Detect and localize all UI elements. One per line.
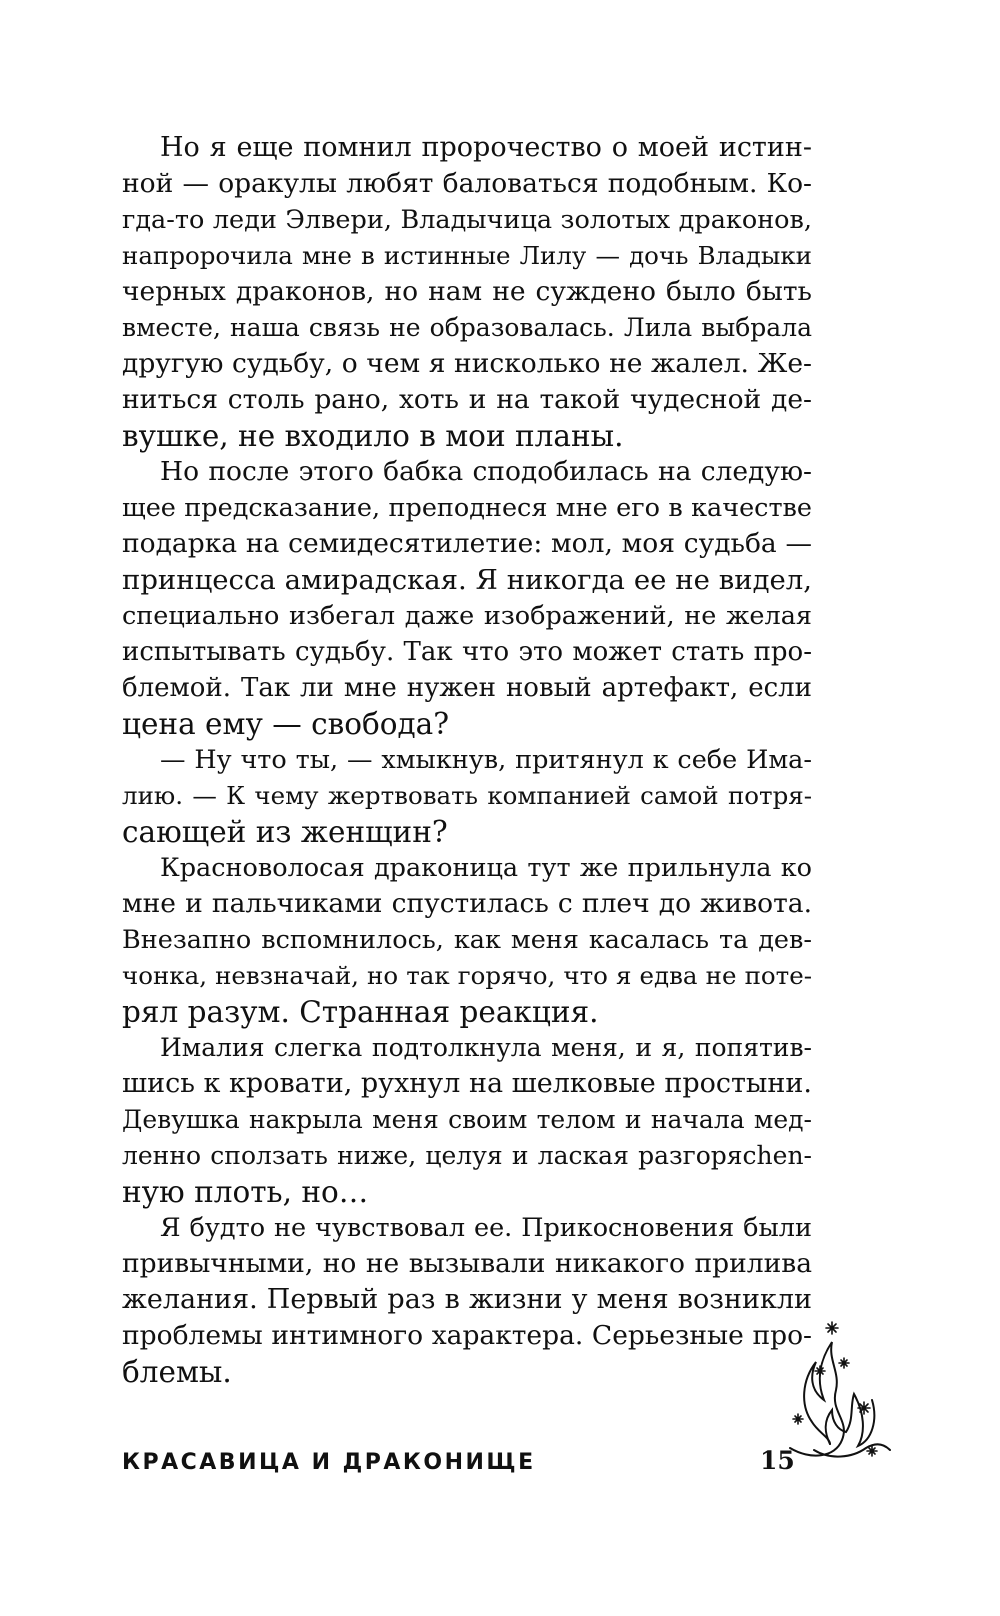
text-line: желания. Первый раз в жизни у меня возникли [122, 1284, 812, 1315]
text-line: вместе, наша связь не образовалась. Лила выбрала [122, 313, 812, 342]
text-line: блемы. [122, 1355, 232, 1389]
text-line: ленно сползать ниже, целуя и лаская разгоряchen- [122, 1141, 812, 1170]
text-line: подарка на семидесятилетие: мол, моя судьба — [122, 528, 812, 559]
text-line: привычными, но не вызывали никакого прилива [122, 1248, 812, 1279]
body-text [122, 130, 812, 1390]
text-line: ниться столь рано, хоть и на такой чудесной де- [122, 384, 812, 415]
text-line: проблемы интимного характера. Серьезные про- [122, 1320, 812, 1351]
flame-icon [780, 1320, 900, 1470]
text-line: Но после этого бабка сподобилась на следую- [160, 456, 812, 487]
text-line: Внезапно вспомнилось, как меня касалась та дев- [122, 925, 812, 955]
text-line: блемой. Так ли мне нужен новый артефакт, если [122, 673, 812, 703]
text-line: — Ну что ты, — хмыкнув, притянул к себе Има- [160, 745, 812, 775]
text-line: мне и пальчиками спустилась с плеч до живота. [122, 888, 812, 919]
text-line: щее предсказание, преподнеся мне его в качестве [122, 493, 812, 523]
text-line: черных драконов, но нам не суждено было быть [122, 276, 812, 307]
text-line: рял разум. Странная реакция. [122, 995, 599, 1029]
text-line: принцесса амирадская. Я никогда ее не видел, [122, 564, 812, 596]
text-line: ную плоть, но… [122, 1175, 369, 1209]
text-line: ной — оракулы любят баловаться подобным. Ко- [122, 168, 812, 199]
running-footer-title: КРАСАВИЦА И ДРАКОНИЩЕ [122, 1450, 536, 1475]
text-line: цена ему — свобода? [122, 707, 450, 741]
text-line: Я будто не чувствовал ее. Прикосновения были [160, 1213, 812, 1243]
text-line: лию. — К чему жертвовать компанией самой потря- [122, 781, 812, 810]
page-number: 15 [760, 1446, 795, 1475]
text-line: специально избегал даже изображений, не желая [122, 601, 812, 631]
text-line: гда-то леди Элвери, Владычица золотых драконов, [122, 205, 812, 235]
text-line: Но я еще помнил пророчество о моей истин- [160, 132, 812, 163]
text-line: другую судьбу, о чем я нисколько не жалел. Же- [122, 348, 812, 379]
text-line: сающей из женщин? [122, 815, 448, 849]
text-line: испытывать судьбу. Так что это может стать про- [122, 637, 812, 667]
text-line: Красноволосая драконица тут же прильнула ко [160, 853, 812, 883]
text-line: Девушка накрыла меня своим телом и начала мед- [122, 1105, 812, 1134]
text-line: шись к кровати, рухнул на шелковые простыни. [122, 1068, 812, 1099]
text-line: чонка, невзначай, но так горячо, что я едва не поте- [122, 961, 812, 990]
text-line: напророчила мне в истинные Лилу — дочь Владыки [122, 241, 812, 270]
text-line: вушке, не входило в мои планы. [122, 419, 624, 453]
text-line: Ималия слегка подтолкнула меня, и я, попятив- [160, 1033, 812, 1062]
